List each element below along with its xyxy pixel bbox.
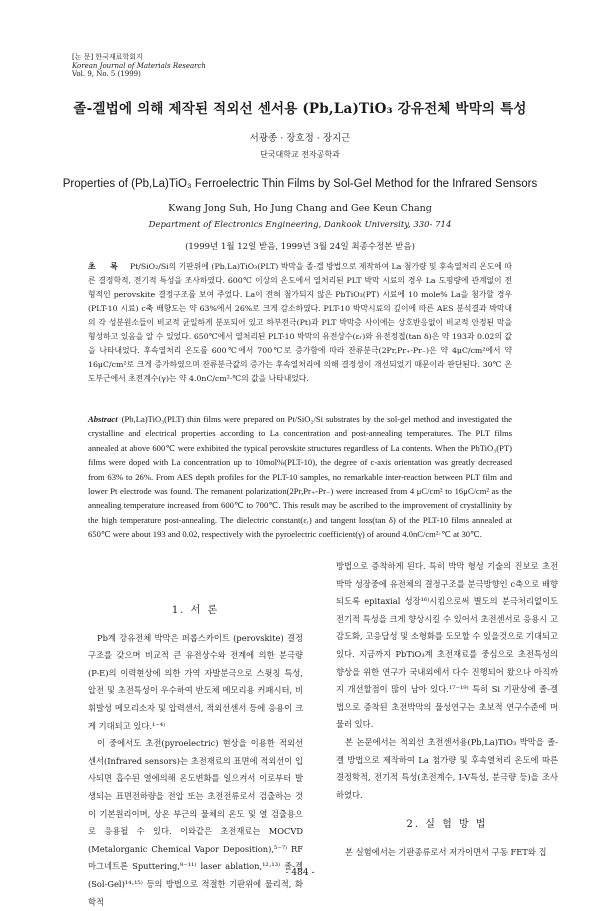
- english-authors: Kwang Jong Suh, Ho Jung Chang and Gee Keun Chang: [168, 203, 432, 214]
- section-2-title: 2. 실 험 방 법: [406, 819, 488, 831]
- section-1-paragraph-2: 이 중에서도 초전(pyroelectric) 현상을 이용한 적외선센서(Infrared sensors)는 초전재료의 표면에 적외선이 입사되면 흡수된 열에의해 온도변화를 일으켜서 이로부터 발생되는 표면전하량을 전압 또는 초전전류로서 검출하는 것이 기본원리이며, 상온 부근의 물체의 온도 및 열 검출용으로 응용될 수 있다. 이와같은 초전재료는 MOCVD (Metalorganic Chemical Vapor Deposition),⁵⁻⁷⁾ RF 마그네트론 Sputtering,⁸⁻¹¹⁾ laser ablation,¹²·¹³⁾ 졸-겔(Sol-Gel)¹⁴·¹⁵⁾ 등의 방법으로 적절한 기판위에 물리적, 화학적: [88, 738, 303, 907]
- english-affiliation: Department of Electronics Engineering, Dankook University, 330- 714: [148, 220, 452, 230]
- received-dates: (1999년 1월 12일 받음, 1999년 3월 24일 최종수정본 받음): [185, 242, 415, 252]
- korean-abstract-label: 초 록: [88, 262, 124, 271]
- korean-abstract: [88, 260, 512, 386]
- english-abstract-text: (Pb,La)TiO₃(PLT) thin films were prepared on Pt/SiO₂/Si substrates by the sol-gel method and investigated the crystalline and electrical properties according to La concentration and post-annealing temperatures. The PLT films annealed at above 600℃ were exhibited the typical perovskite structures regardless of La contents. When the PbTiO₃(PT) films were doped with La concentration up to 10mol%(PLT-10), the degree of c-axis orientation was greatly decreased from 63% to 26%. From AES depth profiles for the PLT-10 samples, no remarkable inter-reaction between PLT film and lower Pt electrode was found. The remanent polarization(2Pr,Pr₊-Pr₋) were increased from 4 μC/cm² to 16μC/cm² as the annealing temperature increased from 600℃ to 700℃. This result may be ascribed to the improvement of crystallinity by the high temperature post-annealing. The dielectric constant(εᵣ) and tangent loss(tan δ) of the PLT-10 films annealed at 650℃ were about 193 and 0.02, respectively with the pyroelectric coefficient(γ) of around 4.0nC/cm²·℃ at 30℃.: [88, 414, 512, 540]
- english-abstract-label: Abstract: [88, 414, 118, 424]
- english-title: Properties of (Pb,La)TiO₃ Ferroelectric Thin Films by Sol-Gel Method for the Infrared Sensors: [62, 178, 538, 190]
- korean-affiliation: 단국대학교 전자공학과: [260, 150, 340, 159]
- section-2-paragraph-1: 본 실험에서는 기판종류로서 저가이면서 구동 FET와 집: [345, 846, 547, 857]
- korean-authors: 서광종 · 장호정 · 장지근: [249, 133, 351, 144]
- section-1-title: 1. 서 론: [171, 605, 220, 616]
- page-number: - 484 -: [285, 868, 315, 878]
- journal-volume: Vol. 9, No. 5 (1999): [72, 70, 141, 78]
- section-1-paragraph-3: 방법으로 증착하게 된다. 특히 박막 형성 기술의 진보로 초전박막 성장중에 유전체의 결정구조를 분극방향인 c축으로 배향되도록 epitaxial 성장¹⁶⁾시킴으로써 별도의 분극처리없이도 전기적 특성을 크게 향상시킬 수 있어서 초전센서로 응용시 고감도화, 고응답성 및 소형화를 도모할 수 있을것으로 기대되고 있다. 지금까지 PbTiO₃계 초전재료를 중심으로 초전특성의 향상을 위한 연구가 국내외에서 다수 진행되어 왔으나 아직까지 개선할점이 많이 남아 있다.¹⁷⁻¹⁹⁾ 특히 Si 기판상에 졸-겔법으로 증착된 초전박막의 물성연구는 초보적 연구수준에 머물러 있다.: [336, 561, 558, 730]
- english-abstract: [88, 412, 512, 542]
- korean-abstract-text: Pt/SiO₂/Si의 기판위에 (Pb,La)TiO₃(PLT) 박막을 졸-겔 방법으로 제작하여 La 첨가량 및 후속열처리 온도에 따른 결정학적, 전기적 특성을 조사하였다. 600℃ 이상의 온도에서 열처리된 PLT 박막 시료의 경우 La 도핑량에 관계없이 전형적인 perovskite 결정구조를 보여 주었다. La이 전혀 첨가되지 않은 PbTiO₃(PT) 시료에 10 mole% La을 첨가할 경우(PLT-10 시료) c축 배향도는 약 63%에서 26%로 크게 감소하였다. PLT-10 박막시료의 깊이에 따른 AES 분석결과 박막내의 각 성분원소들이 비교적 균일하게 분포되어 있고 하부전극(Pt)과 PLT 박막층 사이에는 상호반응없이 비교적 안정된 막을 형성하고 있음을 알 수 있었다. 650℃에서 열처리된 PLT-10 박막의 유전상수(εᵣ)와 유전정접(tan δ)은 약 193과 0.02의 값을 나타내었다. 후속열처리 온도를 600℃에서 700℃로 증가함에 따라 잔류분극(2Pr,Pr₊-Pr₋)은 약 4μC/cm²에서 약 16μC/cm²로 크게 증가하였으며 잔류분극값의 증가는 후속열처리에 의해 결정성이 개선되었기 때문이라 판단된다. 30℃ 온도부근에서 초전계수(γ)는 약 4.0nC/cm²·℃의 값을 나타내었다.: [88, 262, 512, 383]
- right-column: [336, 558, 558, 862]
- section-1-paragraph-4: 본 논문에서는 적외선 초전센서용(Pb,La)TiO₃ 박막을 졸-겔 방법으로 제작하여 La 첨가량 및 후속열처리 온도에 따른 결정학적, 전기적 특성(초전계수, I-V특성, 분극량 등)을 조사하였다.: [336, 736, 558, 800]
- left-column: [88, 594, 303, 911]
- section-1-paragraph-1: Pb계 강유전체 박막은 퍼롭스카이트 (perovskite) 결정구조를 갖으며 비교적 큰 유전상수와 전계에 의한 분극량 (P-E)의 이력현상에 의한 가역 자발분극으로 스윗칭 특성, 압전 및 초전특성이 우수하여 반도체 메모리용 커패시터, 비휘발성 메모리소자 및 압력센서, 적외선센서 등에 응용이 크게 기대되고 있다.¹⁻⁴⁾: [88, 632, 303, 731]
- journal-header-korean: [논 문] 한국재료학회지: [72, 53, 143, 61]
- journal-header-english: Korean Journal of Materials Research: [72, 61, 206, 70]
- korean-title: 졸-겔법에 의해 제작된 적외선 센서용 (Pb,La)TiO₃ 강유전체 박막의 특성: [73, 101, 527, 117]
- journal-header: [72, 53, 206, 79]
